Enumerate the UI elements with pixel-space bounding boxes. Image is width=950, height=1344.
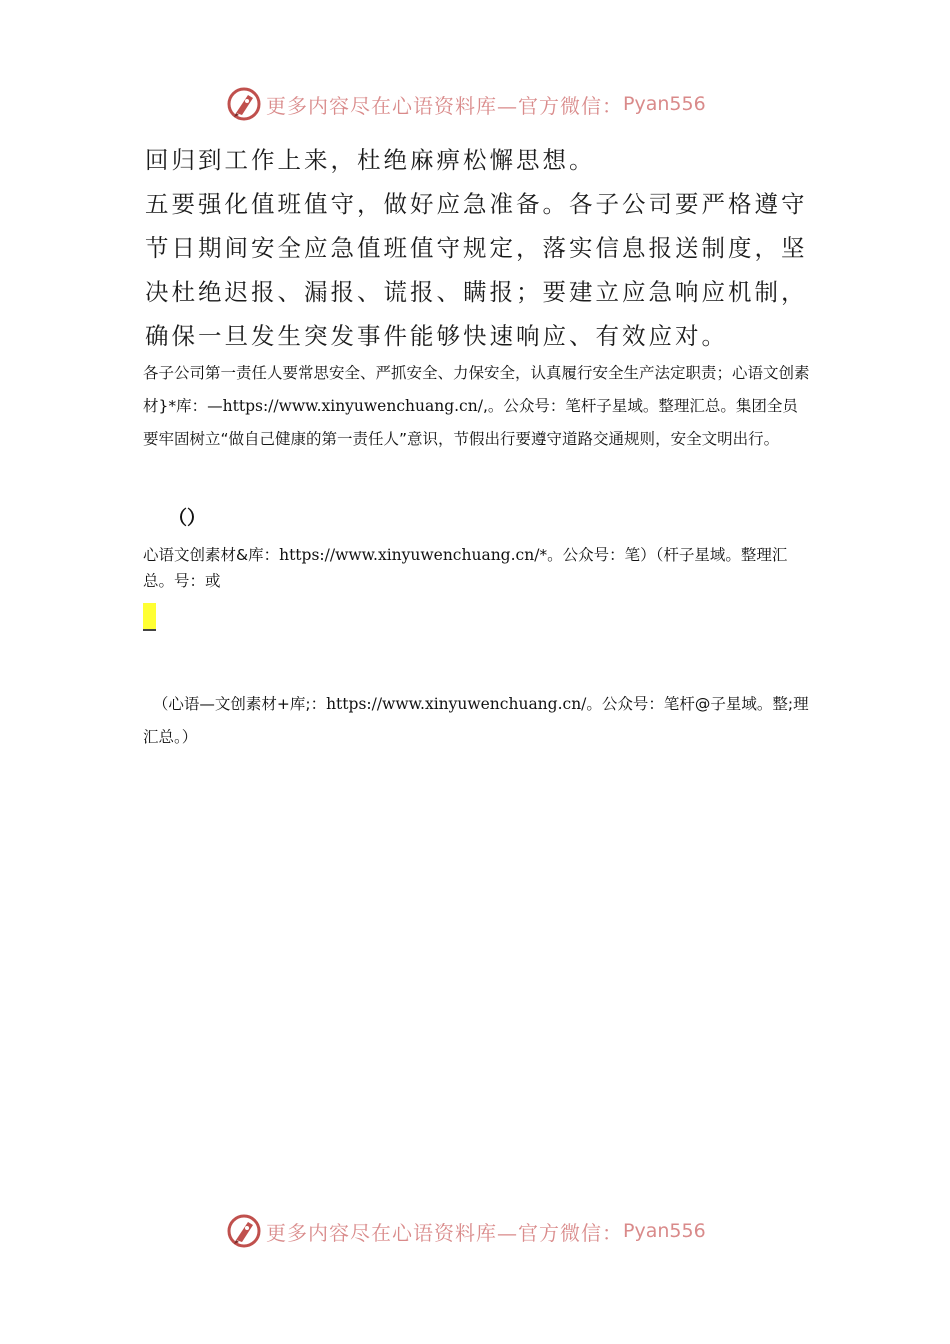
banner-handle: Pyan556 <box>623 93 706 115</box>
paragraph-return-to-work: 回归到工作上来，杜绝麻痹松懈思想。 <box>145 146 596 174</box>
p3-text-b: ,。公众号：笔杆子星域。整理汇总。集团全员要牢固树立“做自己健康的第一责任人”意识，节假出行要遵守道路交通规则，安全文明出行。 <box>143 397 798 448</box>
p3-text-a: 各子公司第一责任人要常思安全、严抓安全、力保安全，认真履行安全生产法定职责；心语文创素材}*库：— <box>143 364 810 415</box>
p5-url-link[interactable]: https://www.xinyuwenchuang.cn/ <box>326 695 587 713</box>
paragraph-source-note-2 <box>143 688 813 754</box>
empty-parentheses: （） <box>168 507 207 529</box>
banner-text: 更多内容尽在心语资料库—官方微信： <box>266 1220 623 1245</box>
p5-text-a: （心语—文创素材+库;： <box>152 695 327 713</box>
header-banner <box>226 84 706 124</box>
p4-text-b: *。公众号：笔）（杆子星域。整理汇总。号：或 <box>143 546 788 590</box>
paragraph-duty-emergency: 五要强化值班值守，做好应急准备。各子公司要严格遵守节日期间安全应急值班值守规定，落实信息报送制度，坚决杜绝迟报、漏报、谎报、瞒报；要建立应急响应机制，确保一旦发生突发事件能够快速响应、有效应对。 <box>145 190 808 350</box>
p4-text-a: 心语文创素材&库： <box>143 546 280 564</box>
pen-nib-icon <box>226 1213 262 1249</box>
paragraph-safety-responsibility <box>143 357 813 456</box>
pen-nib-icon <box>226 86 262 122</box>
footer-banner <box>226 1211 706 1251</box>
highlight-cursor-mark <box>143 603 156 631</box>
paragraph-source-note-1 <box>143 542 813 594</box>
p5-text-b: 。公众号：笔杆@子星域。整;理汇总。） <box>143 695 809 746</box>
p4-url-link[interactable]: https://www.xinyuwenchuang.cn/ <box>279 546 540 564</box>
p3-url-link[interactable]: https://www.xinyuwenchuang.cn/ <box>222 397 483 415</box>
banner-text: 更多内容尽在心语资料库—官方微信： <box>266 93 623 118</box>
banner-handle: Pyan556 <box>623 1220 706 1242</box>
